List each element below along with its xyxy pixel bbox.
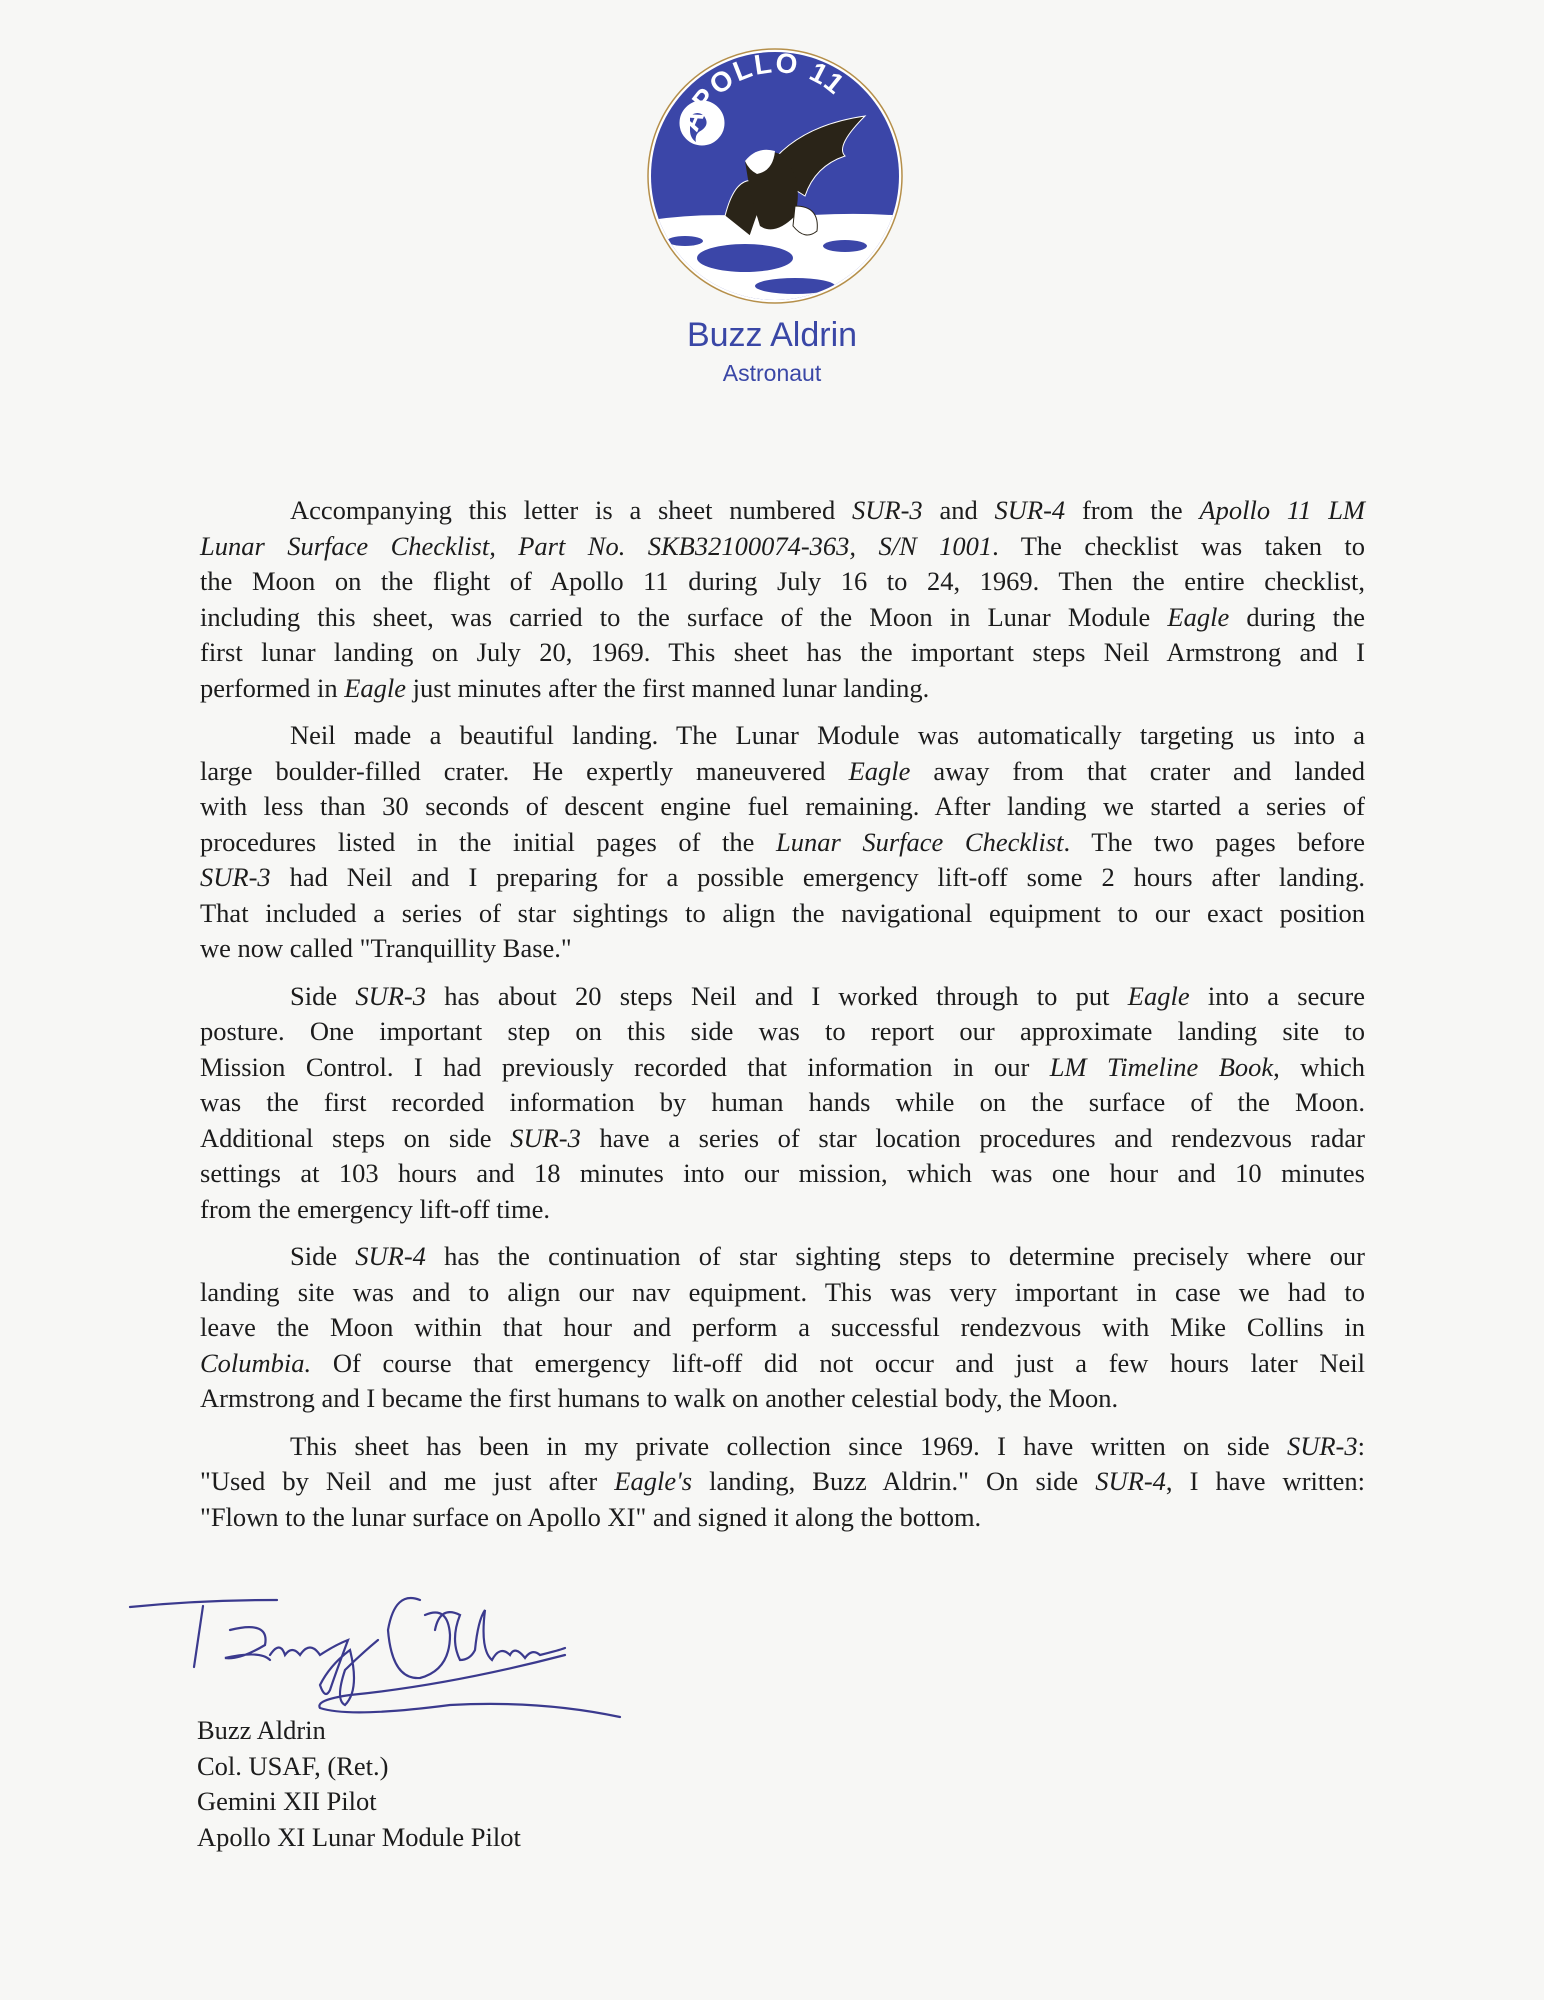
text-line — [200, 1381, 1365, 1417]
text-segment: large boulder-filled crater. He expertly maneuvered — [200, 755, 849, 786]
text-segment: : — [1357, 1430, 1365, 1461]
closing-block — [197, 1713, 521, 1856]
text-segment: Side — [290, 980, 356, 1011]
text-line — [200, 493, 1365, 529]
text-segment: has about 20 steps Neil and I worked through to put — [426, 980, 1128, 1011]
text-line — [200, 754, 1365, 790]
seal-text: APOLLO 11 — [673, 46, 852, 136]
text-segment: posture. One important step on this side was to report our approximate landing site to — [200, 1016, 1365, 1046]
text-segment: had Neil and I preparing for a possible emergency lift-off some 2 hours after landing. — [270, 862, 1365, 892]
italic-text: Eagle — [344, 672, 407, 703]
text-segment: landing, Buzz Aldrin." On side — [692, 1466, 1096, 1496]
text-line — [200, 529, 1365, 565]
closing-gemini: Gemini XII Pilot — [197, 1786, 377, 1817]
letterhead-name: Buzz Aldrin — [686, 316, 858, 354]
text-segment: into a secure — [1189, 980, 1365, 1011]
text-segment: "Flown to the lunar surface on Apollo XI" and signed it along the bottom. — [200, 1501, 982, 1532]
text-line — [200, 635, 1365, 671]
closing-name: Buzz Aldrin — [197, 1715, 326, 1745]
italic-text: SUR-3 — [355, 980, 427, 1011]
text-segment: Mission Control. I had previously recorded that information in our — [200, 1051, 1050, 1082]
text-line — [200, 896, 1365, 932]
text-line — [200, 789, 1365, 825]
text-line — [200, 1429, 1365, 1465]
letter-body — [200, 493, 1365, 1547]
text-segment: from the emergency lift-off time. — [200, 1193, 551, 1224]
closing-rank: Col. USAF, (Ret.) — [197, 1750, 389, 1781]
italic-text: Columbia. — [200, 1347, 312, 1378]
text-segment: just minutes after the first manned lunar landing. — [406, 672, 930, 703]
paragraph-5 — [200, 1429, 1365, 1536]
text-segment: , I have written: — [1165, 1466, 1365, 1496]
text-line — [200, 1192, 1365, 1228]
text-segment: settings at 103 hours and 18 minutes into our mission, which was one hour and 10 minutes — [200, 1158, 1365, 1188]
text-segment: landing site was and to align our nav equipment. This was very important in case we had to — [200, 1276, 1365, 1307]
italic-text: SUR-4 — [355, 1241, 426, 1271]
text-segment: leave the Moon within that hour and perform a successful rendezvous with Mike Collins in — [200, 1312, 1365, 1342]
text-segment: , which — [1273, 1051, 1365, 1082]
italic-text: Eagle — [1167, 601, 1230, 632]
italic-text: SUR-4 — [1095, 1466, 1166, 1496]
text-segment: performed in — [200, 672, 345, 703]
letterhead-title: Astronaut — [722, 360, 822, 386]
text-line — [200, 931, 1365, 967]
paragraph-4 — [200, 1239, 1365, 1417]
italic-text: SUR-3 — [200, 862, 271, 892]
text-line — [200, 564, 1365, 600]
text-segment: procedures listed in the initial pages of the — [200, 826, 776, 857]
text-line — [200, 860, 1365, 896]
text-segment: first lunar landing on July 20, 1969. This sheet has the important steps Neil Armstrong and I — [200, 637, 1365, 667]
text-segment: Side — [290, 1241, 356, 1271]
text-segment: including this sheet, was carried to the surface of the Moon in Lunar Module — [200, 601, 1168, 632]
text-segment: Of course that emergency lift-off did not occur and just a few hours later Neil — [311, 1347, 1365, 1378]
text-segment: "Used by Neil and me just after — [200, 1466, 615, 1496]
text-segment: Armstrong and I became the first humans to walk on another celestial body, the Moon. — [200, 1383, 1119, 1413]
text-segment: Accompanying this letter is a sheet numbered — [290, 495, 852, 525]
paragraph-3 — [200, 979, 1365, 1228]
text-segment: was the first recorded information by human hands while on the surface of the Moon. — [200, 1087, 1365, 1117]
text-line — [200, 1275, 1365, 1311]
closing-apollo: Apollo XI Lunar Module Pilot — [197, 1822, 521, 1853]
italic-text: Eagle — [1127, 980, 1190, 1011]
text-segment: we now called "Tranquillity Base." — [200, 933, 572, 963]
italic-text: Lunar Surface Checklist, Part No. SKB32100074-363, S/N 1001 — [200, 530, 993, 561]
italic-text: LM Timeline Book — [1049, 1051, 1274, 1082]
italic-text: SUR-3 — [510, 1122, 581, 1153]
text-line — [200, 1085, 1365, 1121]
text-line — [200, 1239, 1365, 1275]
text-segment: Additional steps on side — [200, 1122, 511, 1153]
text-line — [200, 1346, 1365, 1382]
text-line — [200, 1014, 1365, 1050]
apollo-11-mission-seal — [645, 46, 905, 306]
text-line — [200, 979, 1365, 1015]
italic-text: SUR-3 — [1286, 1430, 1358, 1461]
text-segment: from the — [1065, 495, 1200, 525]
text-line — [200, 1050, 1365, 1086]
text-line — [200, 1121, 1365, 1157]
text-line — [200, 671, 1365, 707]
text-line — [200, 1156, 1365, 1192]
italic-text: Eagle's — [614, 1466, 693, 1496]
italic-text: Lunar Surface Checklist — [775, 826, 1064, 857]
italic-text: Eagle — [848, 755, 911, 786]
text-segment: This sheet has been in my private collection since 1969. I have written on side — [290, 1430, 1287, 1461]
italic-text: SUR-3 — [852, 495, 923, 525]
text-segment: with less than 30 seconds of descent engine fuel remaining. After landing we started a series of — [200, 791, 1365, 821]
text-segment: . The two pages before — [1063, 826, 1365, 857]
italic-text: SUR-4 — [994, 495, 1066, 525]
text-line — [200, 825, 1365, 861]
italic-text: Apollo 11 LM — [1199, 495, 1366, 525]
text-line — [200, 718, 1365, 754]
text-segment: has the continuation of star sighting steps to determine precisely where our — [425, 1241, 1365, 1271]
text-segment: and — [922, 495, 995, 525]
text-segment: away from that crater and landed — [910, 755, 1365, 786]
text-segment: have a series of star location procedures and rendezvous radar — [580, 1122, 1365, 1153]
text-segment: That included a series of star sightings to align the navigational equipment to our exact position — [200, 897, 1365, 928]
text-segment: Neil made a beautiful landing. The Lunar Module was automatically targeting us into a — [290, 720, 1365, 750]
text-segment: during the — [1229, 601, 1366, 632]
text-segment: the Moon on the flight of Apollo 11 during July 16 to 24, 1969. Then the entire checklist, — [200, 566, 1365, 596]
text-line — [200, 1500, 1365, 1536]
text-line — [200, 1310, 1365, 1346]
text-segment: . The checklist was taken to — [992, 530, 1365, 561]
paragraph-1 — [200, 493, 1365, 706]
text-line — [200, 1464, 1365, 1500]
paragraph-2 — [200, 718, 1365, 967]
text-line — [200, 600, 1365, 636]
